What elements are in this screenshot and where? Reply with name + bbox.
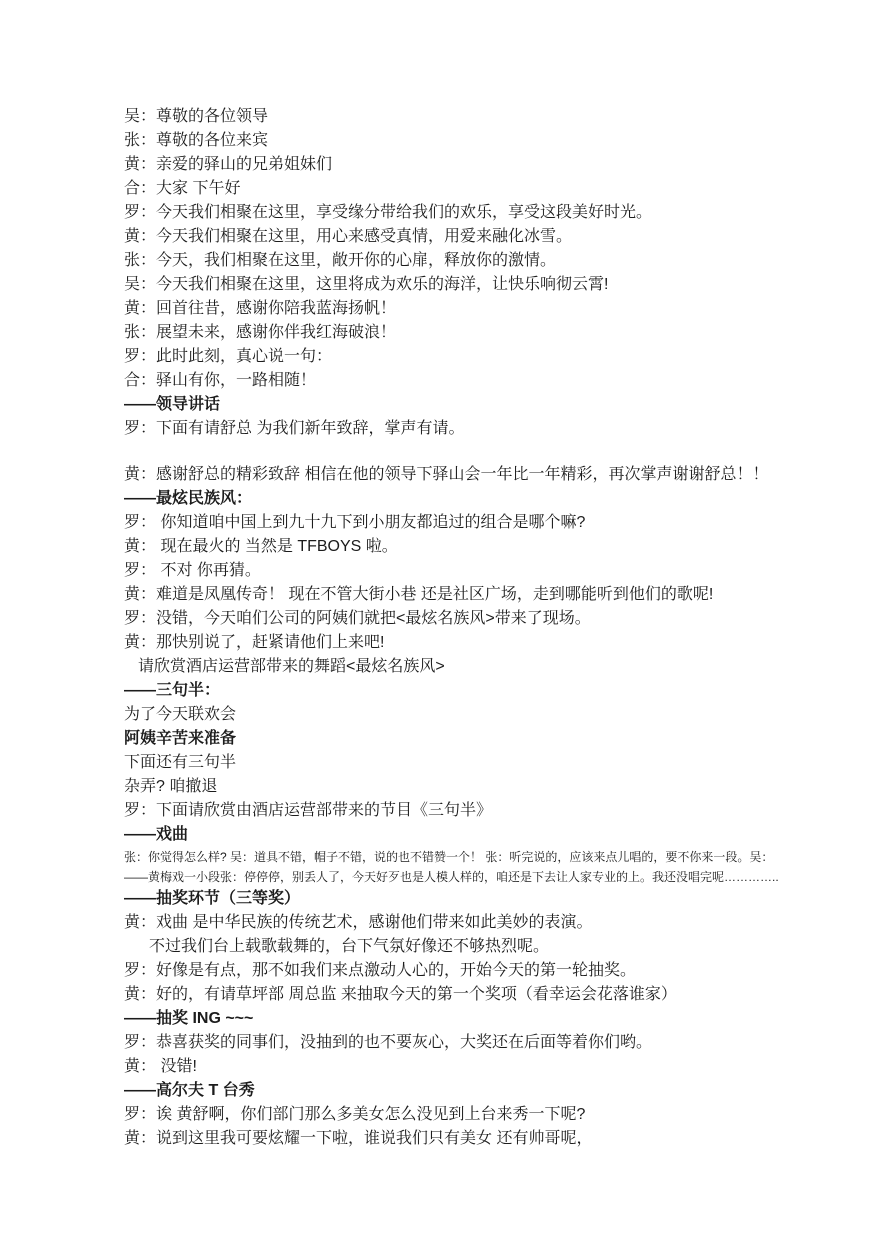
script-content xyxy=(124,105,824,1151)
section-heading: ——高尔夫 T 台秀 xyxy=(124,1082,255,1099)
dialog-line: 合：驿山有你，一路相随！ xyxy=(124,372,317,389)
dialog-line: 罗：今天我们相聚在这里，享受缘分带给我们的欢乐，享受这段美好时光。 xyxy=(124,204,653,221)
dialog-line: 罗：好像是有点，那不如我们来点激动人心的，开始今天的第一轮抽奖。 xyxy=(124,962,637,979)
inline-dialog-note: 张：你觉得怎么样? 吴：道具不错，帽子不错，说的也不错赞一个！ 张：听完说的，应该来点儿唱的，要不你来一段。吴： xyxy=(124,850,774,864)
dialog-line: 罗： 你知道咱中国上到九十九下到小朋友都追过的组合是哪个嘛? xyxy=(124,514,586,531)
verse-line: 杂弄? 咱撤退 xyxy=(124,778,218,795)
dialog-line: 罗：恭喜获奖的同事们，没抽到的也不要灰心，大奖还在后面等着你们哟。 xyxy=(124,1034,653,1051)
dialog-line: 吴：尊敬的各位领导 xyxy=(124,108,269,125)
dialog-line: 张：展望未来，感谢你伴我红海破浪！ xyxy=(124,324,397,341)
dialog-line: 罗： 不对 你再猜。 xyxy=(124,562,261,579)
stage-direction: 请欣赏酒店运营部带来的舞蹈<最炫名族风> xyxy=(138,658,445,675)
dialog-line: 罗：下面请欣赏由酒店运营部带来的节目《三句半》 xyxy=(124,802,493,819)
blank-line xyxy=(124,441,824,463)
section-heading: ——三句半： xyxy=(124,682,221,699)
dialog-line: 黄： 现在最火的 当然是 TFBOYS 啦。 xyxy=(124,538,398,555)
dialog-line: 黄：难道是凤凰传奇！ 现在不管大街小巷 还是社区广场，走到哪能听到他们的歌呢! xyxy=(124,586,714,603)
dialog-line: 合：大家 下午好 xyxy=(124,180,241,197)
dialog-line: 黄：说到这里我可要炫耀一下啦，谁说我们只有美女 还有帅哥呢， xyxy=(124,1130,593,1147)
verse-line: 为了今天联欢会 xyxy=(124,706,237,723)
dialog-line: 黄：回首往昔，感谢你陪我蓝海扬帆！ xyxy=(124,300,397,317)
section-heading: ——抽奖 ING ~~~ xyxy=(124,1010,254,1027)
section-heading: ——抽奖环节（三等奖） xyxy=(124,890,301,907)
dialog-line: 黄：今天我们相聚在这里，用心来感受真情，用爱来融化冰雪。 xyxy=(124,228,573,245)
dialog-line: 罗：此时此刻，真心说一句： xyxy=(124,348,333,365)
dialog-line: 罗：没错，今天咱们公司的阿姨们就把<最炫名族风>带来了现场。 xyxy=(124,610,591,627)
verse-line: 下面还有三句半 xyxy=(124,754,237,771)
dialog-line: 张：尊敬的各位来宾 xyxy=(124,132,269,149)
dialog-line: 吴：今天我们相聚在这里，这里将成为欢乐的海洋，让快乐响彻云霄! xyxy=(124,276,609,293)
section-heading: ——戏曲 xyxy=(124,826,189,843)
dialog-line: 罗：下面有请舒总 为我们新年致辞，掌声有请。 xyxy=(124,420,465,437)
dialog-line: 黄：好的，有请草坪部 周总监 来抽取今天的第一个奖项（看幸运会花落谁家） xyxy=(124,986,677,1003)
verse-line: 阿姨辛苦来准备 xyxy=(124,730,237,747)
inline-dialog-note: ——黄梅戏一小段张：停停停，别丢人了，今天好歹也是人模人样的，咱还是下去让人家专业的上。我还没唱完呢………….. xyxy=(124,870,779,884)
section-heading: ——最炫民族风： xyxy=(124,490,253,507)
dialog-continuation: 不过我们台上载歌载舞的，台下气氛好像还不够热烈呢。 xyxy=(149,938,550,955)
dialog-line: 黄： 没错! xyxy=(124,1058,197,1075)
dialog-line: 黄：那快别说了，赶紧请他们上来吧! xyxy=(124,634,385,651)
dialog-line: 黄：感谢舒总的精彩致辞 相信在他的领导下驿山会一年比一年精彩，再次掌声谢谢舒总！！ xyxy=(124,466,769,483)
dialog-line: 黄：亲爱的驿山的兄弟姐妹们 xyxy=(124,156,333,173)
dialog-line: 黄：戏曲 是中华民族的传统艺术，感谢他们带来如此美妙的表演。 xyxy=(124,914,593,931)
dialog-line: 罗：诶 黄舒啊，你们部门那么多美女怎么没见到上台来秀一下呢? xyxy=(124,1106,586,1123)
section-heading: ——领导讲话 xyxy=(124,396,221,413)
dialog-line: 张：今天，我们相聚在这里，敞开你的心扉，释放你的激情。 xyxy=(124,252,557,269)
